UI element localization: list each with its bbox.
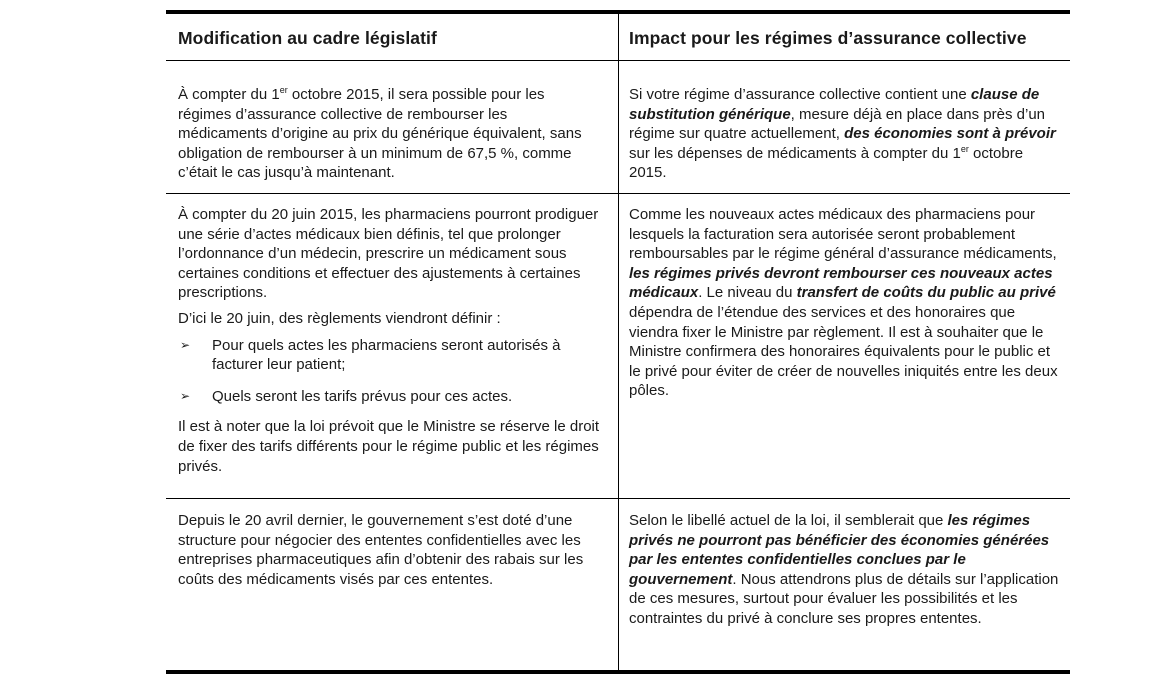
row-divider [166,498,1070,499]
bullet-item: ➢ Pour quels actes les pharmaciens seront autorisés à facturer leur patient; [180,336,561,374]
column-header-legislative-change: Modification au cadre législatif [178,28,437,48]
arrow-bullet-icon: ➢ [180,388,191,403]
emphasis-text: des économies sont à prévoir [844,125,1056,143]
paragraph: À compter du 20 juin 2015, les pharmaciens pourront prodiguer une série d’actes médicaux bien définis, tel que prolonger l’ordonnance d’un médecin, prescrire un médicament sous certaines conditions et effectuer des ajustements à certaines prescriptions. [178,206,599,302]
emphasis-text: les régimes privés devront rembourser ces nouveaux actes médicaux [629,264,1053,302]
column-divider [618,14,619,670]
column-header-impact: Impact pour les régimes d’assurance collective [629,28,1027,48]
emphasis-text: les régimes privés ne pourront pas bénéficier des économies générées par les ententes confidentielles conclues par le gouvernement [629,512,1050,588]
row1-left-cell: À compter du 1er octobre 2015, il sera possible pour les régimes d’assurance collective de rembourser les médicaments d’origine au prix du générique équivalent, sans obligation de rembourser à un minimum de 67,5 %, comme c’était le cas jusqu’à maintenant. [178,85,582,182]
row2-left-cell [178,205,608,476]
row3-right-cell: Selon le libellé actuel de la loi, il semblerait que les régimes privés ne pourront pas bénéficier des économies générées par les ententes confidentielles conclues par le gouvernement. Nous attendrons plus de détails sur l’application de ces mesures, surtout pour évaluer les possibilités et les contraintes du privé à conclure ses propres ententes. [629,512,1059,627]
row3-left-cell: Depuis le 20 avril dernier, le gouvernement s’est doté d’une structure pour négocier des ententes confidentielles avec les entreprises pharmaceutiques afin d’obtenir des rabais sur les coûts des médicaments visés par ces ententes. [178,512,584,588]
paragraph: D’ici le 20 juin, des règlements viendront définir : [178,309,501,327]
paragraph: Il est à noter que la loi prévoit que le Ministre se réserve le droit de fixer des tarifs différents pour le régime public et les régimes privés. [178,418,600,475]
row1-right-cell: Si votre régime d’assurance collective contient une clause de substitution générique, mesure déjà en place dans près d’un régime sur quatre actuellement, des économies sont à prévoir sur les dépenses de médicaments à compter du 1er octobre 2015. [629,86,1056,182]
row-divider [166,193,1070,194]
header-divider [166,60,1070,61]
emphasis-text: transfert de coûts du public au privé [796,284,1056,302]
arrow-bullet-icon: ➢ [180,337,191,352]
bullet-item: ➢ Quels seront les tarifs prévus pour ces actes. [180,387,513,405]
legislative-changes-table [166,10,1070,674]
emphasis-text: clause de substitution générique [629,86,1040,123]
row2-right-cell: Comme les nouveaux actes médicaux des pharmaciens pour lesquels la facturation sera autorisée seront probablement remboursables par le régime général d’assurance médicaments, les régimes privés devront rembourser ces nouveaux actes médicaux. Le niveau du transfert de coûts du public au privé dépendra de l’étendue des services et des honoraires que viendra fixer le Ministre par règlement. Il est à souhaiter que le Ministre confirmera des honoraires équivalents pour le public et le privé pour éviter de créer de nouvelles iniquités entre les deux pôles. [629,206,1058,400]
